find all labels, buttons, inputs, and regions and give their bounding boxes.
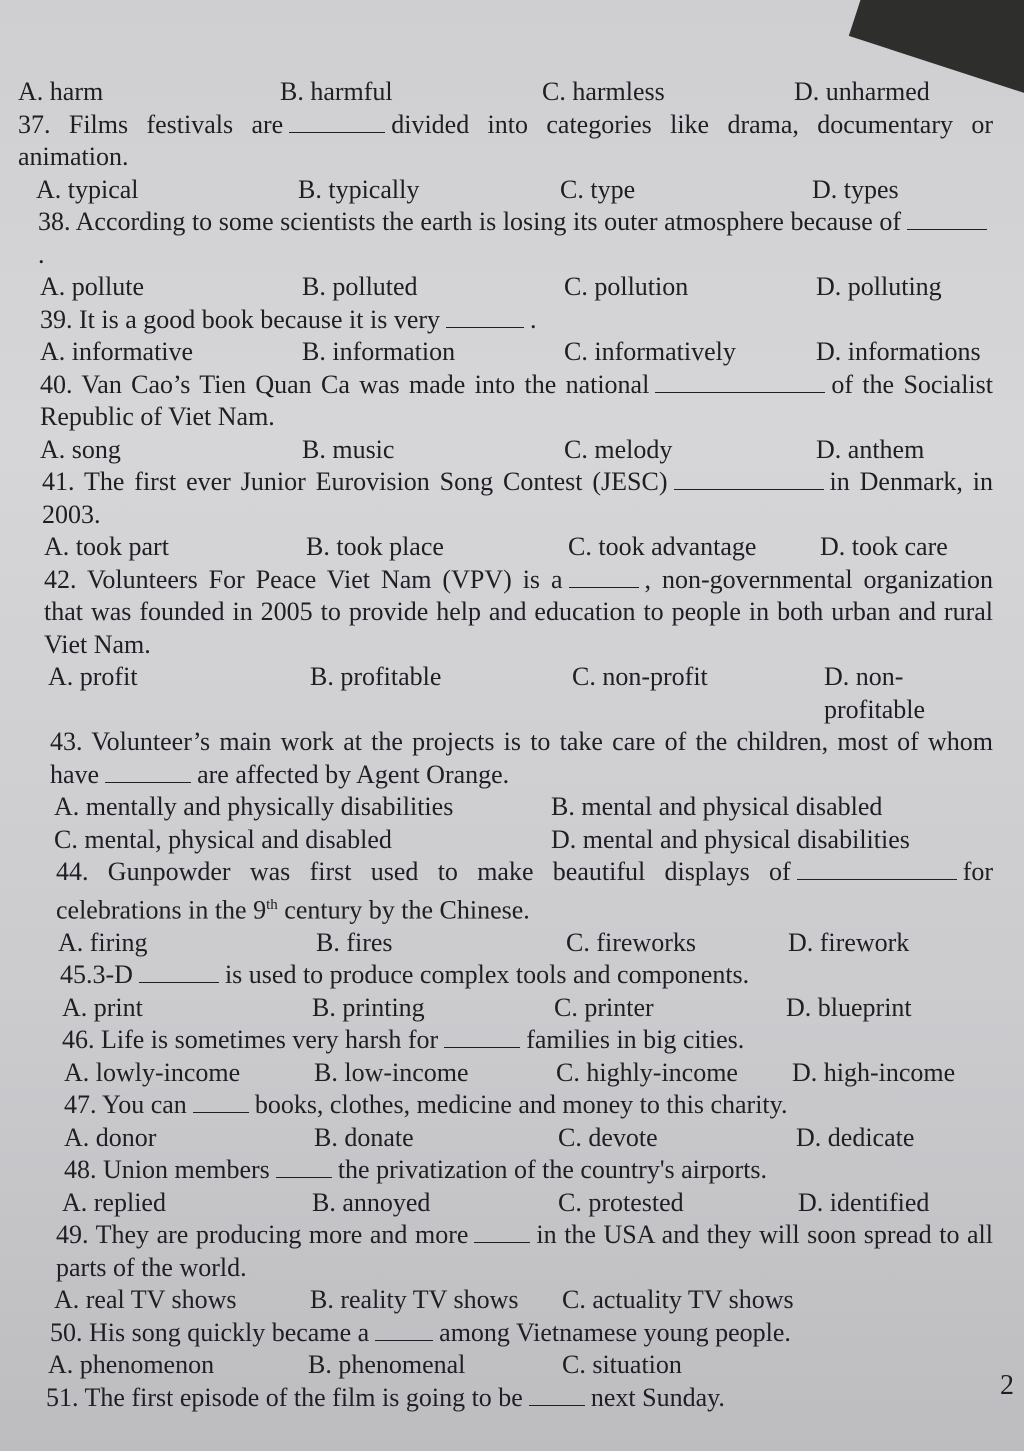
q41-blank <box>674 467 824 490</box>
question-list <box>18 76 993 1414</box>
q45-stem <box>18 959 993 992</box>
q40-text-before: Van Cao’s Tien Quan Ca was made into the national <box>81 369 650 399</box>
q43-options <box>18 791 993 856</box>
q42-text-before: Volunteers For Peace Viet Nam (VPV) is a <box>86 564 563 594</box>
q47-option-c: C. devote <box>558 1122 658 1152</box>
q48-option-a: A. replied <box>62 1187 166 1217</box>
q47-option-a: A. donor <box>64 1122 157 1152</box>
q37-option-d: D. types <box>812 174 899 204</box>
q50-option-b: B. phenomenal <box>308 1350 466 1380</box>
q40-text-after: of the Socialist Republic of Viet Nam. <box>40 369 993 431</box>
q36-option-c: C. harmless <box>542 77 665 106</box>
page-number: 2 <box>1000 1370 1014 1401</box>
q41-options <box>18 531 993 564</box>
q48-text-before: Union members <box>103 1155 270 1185</box>
q49-option-a: A. real TV shows <box>54 1285 237 1315</box>
q39-option-a: A. informative <box>40 337 194 366</box>
q45-option-a: A. print <box>62 992 143 1022</box>
q49-text-after: in the USA and they will soon spread to all parts of the world. <box>56 1220 993 1282</box>
q49-options <box>18 1284 993 1317</box>
q38-option-b: B. polluted <box>302 272 418 301</box>
q44-number: 44. <box>56 857 89 886</box>
q38-text-after: . <box>38 239 45 269</box>
q41-option-b: B. took place <box>306 532 444 561</box>
q40-option-a: A. song <box>40 434 121 464</box>
q40-options <box>18 434 993 467</box>
q44-option-b: B. fires <box>316 927 393 957</box>
q39-text-before: It is a good book because it is very <box>79 304 441 334</box>
q48-blank <box>276 1155 332 1178</box>
q39-option-d: D. informations <box>816 337 981 366</box>
q39-text-after: . <box>530 304 537 334</box>
q43-text-before: Volunteer’s main work at the projects is to take care of the children, most of whom have <box>50 727 994 789</box>
q45-option-d: D. blueprint <box>786 992 912 1022</box>
q44-text-before: Gunpowder was first used to make beautiful displays of <box>107 857 791 886</box>
q48-number: 48. <box>64 1155 97 1185</box>
q47-text-before: You can <box>102 1090 187 1120</box>
q39-options <box>18 336 993 369</box>
q45-options <box>18 992 993 1025</box>
q37-number: 37. <box>18 109 51 139</box>
q36-option-d: D. unharmed <box>794 77 930 106</box>
q37-option-a: A. typical <box>36 174 139 204</box>
q42-blank <box>569 565 639 588</box>
q49-option-c: C. actuality TV shows <box>562 1285 794 1315</box>
q40-option-c: C. melody <box>564 434 673 464</box>
q50-text-after: among Vietnamese young people. <box>439 1317 791 1347</box>
q42-option-d: D. non- profitable <box>824 662 926 724</box>
q51-number: 51. <box>46 1382 79 1412</box>
q42-number: 42. <box>44 564 77 594</box>
q50-option-a: A. phenomenon <box>48 1350 215 1380</box>
q50-options <box>18 1349 993 1382</box>
q43-option-a: A. mentally and physically disabilities <box>54 792 454 821</box>
q46-option-c: C. highly-income <box>556 1057 738 1087</box>
q45-text-after: is used to produce complex tools and components. <box>224 960 750 990</box>
q39-stem <box>18 304 993 337</box>
q45-blank <box>139 960 219 983</box>
q41-number: 41. <box>42 467 75 496</box>
q50-blank <box>375 1318 433 1341</box>
q39-number: 39. <box>40 304 73 334</box>
q51-blank <box>529 1383 585 1406</box>
q41-option-c: C. took advantage <box>568 532 757 561</box>
q37-blank <box>289 110 385 133</box>
q47-text-after: books, clothes, medicine and money to this charity. <box>254 1090 788 1120</box>
q47-option-b: B. donate <box>314 1122 414 1152</box>
q44-option-c: C. fireworks <box>566 927 696 957</box>
q46-text-before: Life is sometimes very harsh for <box>101 1025 439 1055</box>
q48-option-b: B. annoyed <box>312 1187 431 1217</box>
q49-option-b: B. reality TV shows <box>310 1285 519 1315</box>
q46-option-a: A. lowly-income <box>64 1057 241 1087</box>
q45-text-before: 3-D <box>92 960 133 990</box>
q47-stem <box>18 1089 993 1122</box>
q46-blank <box>444 1025 520 1048</box>
q48-stem <box>18 1154 993 1187</box>
q43-option-d: D. mental and physical disabilities <box>551 824 910 854</box>
q38-option-d: D. polluting <box>816 272 942 301</box>
q37-option-c: C. type <box>560 174 636 204</box>
q37-text-before: Films festivals are <box>68 109 284 139</box>
q48-options <box>18 1187 993 1220</box>
q37-option-b: B. typically <box>298 174 420 204</box>
q46-number: 46. <box>62 1025 95 1055</box>
q42-option-b: B. profitable <box>310 662 442 691</box>
q43-stem <box>18 726 993 791</box>
q38-option-a: A. pollute <box>40 272 144 301</box>
q46-option-d: D. high-income <box>792 1057 956 1087</box>
q41-stem <box>18 466 993 531</box>
q44-text-after-2: century by the Chinese. <box>284 895 530 925</box>
q38-text-before: According to some scientists the earth is losing its outer atmosphere because of <box>75 207 901 236</box>
q48-text-after: the privatization of the country's airports. <box>337 1155 768 1185</box>
q47-number: 47. <box>64 1090 97 1120</box>
q43-option-b: B. mental and physical disabled <box>551 792 883 821</box>
q42-options <box>18 661 993 726</box>
q47-options <box>18 1122 993 1155</box>
q49-number: 49. <box>56 1220 89 1250</box>
q37-text-after: divided into categories like drama, documentary or animation. <box>18 109 994 171</box>
q41-text-after: in Denmark, in 2003. <box>42 467 994 529</box>
q48-option-c: C. protested <box>558 1187 684 1217</box>
q45-number: 45. <box>60 960 93 990</box>
q39-option-b: B. information <box>302 337 456 366</box>
q38-stem <box>18 206 993 271</box>
q39-blank <box>446 305 524 328</box>
q48-option-d: D. identified <box>798 1187 930 1217</box>
q43-number: 43. <box>50 727 83 756</box>
q38-options <box>18 271 993 304</box>
q49-blank <box>474 1220 530 1243</box>
q49-stem <box>18 1219 993 1284</box>
q40-stem <box>18 369 993 434</box>
q44-option-a: A. firing <box>58 927 148 957</box>
q44-blank <box>797 857 957 880</box>
q36-option-b: B. harmful <box>280 77 393 106</box>
q38-blank <box>907 207 987 230</box>
q36-options <box>18 76 993 109</box>
q46-options <box>18 1057 993 1090</box>
q45-option-c: C. printer <box>554 992 654 1022</box>
q40-option-b: B. music <box>302 434 395 464</box>
q46-option-b: B. low-income <box>314 1057 469 1087</box>
q37-options <box>18 174 993 207</box>
q46-text-after: families in big cities. <box>526 1025 745 1055</box>
q40-option-d: D. anthem <box>816 434 925 464</box>
q36-option-a: A. harm <box>18 77 104 106</box>
q51-text-before: The first episode of the film is going to be <box>84 1382 523 1412</box>
q45-option-b: B. printing <box>312 992 425 1022</box>
q47-blank <box>193 1090 249 1113</box>
q44-option-d: D. firework <box>788 928 910 958</box>
q43-text-after: are affected by Agent Orange. <box>197 759 510 789</box>
q42-text-after: , non-governmental organization that was founded in 2005 to provide help and education to people in both urban and rural Viet Nam. <box>44 564 994 659</box>
q50-stem <box>18 1317 993 1350</box>
q50-number: 50. <box>50 1317 83 1347</box>
q40-blank <box>655 370 825 393</box>
q38-option-c: C. pollution <box>564 272 689 301</box>
q42-option-c: C. non-profit <box>572 662 708 691</box>
q37-stem <box>18 109 993 174</box>
q43-blank <box>105 760 191 783</box>
q44-text-after-1: for celebrations in the 9 <box>56 857 994 925</box>
q46-stem <box>18 1024 993 1057</box>
q44-superscript: th <box>266 896 278 913</box>
q51-text-after: next Sunday. <box>590 1382 725 1412</box>
q41-text-before: The first ever Junior Eurovision Song Contest (JESC) <box>83 467 668 496</box>
q49-text-before: They are producing more and more <box>95 1220 469 1250</box>
q41-option-d: D. took care <box>820 532 948 561</box>
q41-option-a: A. took part <box>44 532 169 561</box>
q51-stem <box>18 1382 993 1415</box>
q44-stem <box>18 856 993 927</box>
q40-number: 40. <box>40 369 73 399</box>
q39-option-c: C. informatively <box>564 337 736 366</box>
q50-option-c: C. situation <box>562 1350 682 1380</box>
q42-stem <box>18 564 993 662</box>
q38-number: 38. <box>38 207 71 236</box>
q50-text-before: His song quickly became a <box>89 1317 370 1347</box>
q47-option-d: D. dedicate <box>796 1122 915 1152</box>
q43-option-c: C. mental, physical and disabled <box>54 824 392 854</box>
q42-option-a: A. profit <box>48 662 138 691</box>
